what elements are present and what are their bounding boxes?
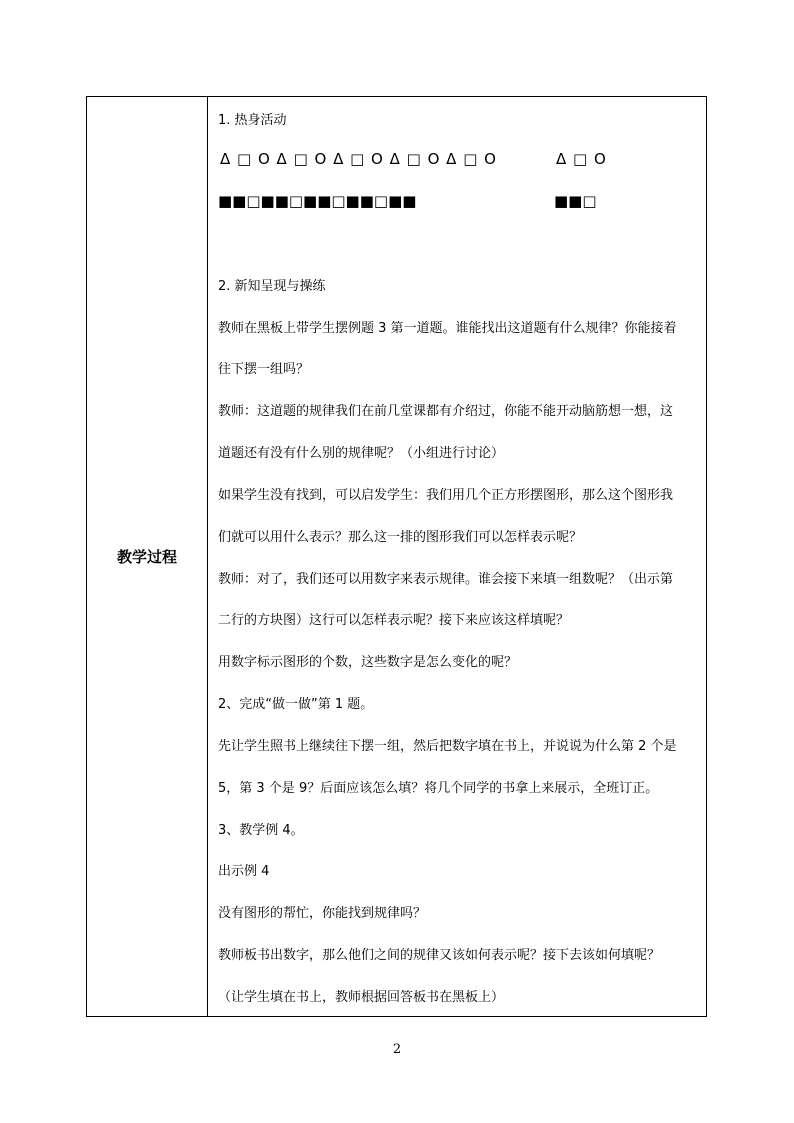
text-line: 如果学生没有找到，可以启发学生：我们用几个正方形摆图形，那么这个图形我: [218, 488, 674, 503]
text-line: 们就可以用什么表示？那么这一排的图形我们可以怎样表示呢？: [218, 530, 583, 545]
section-label: 教学过程: [116, 548, 177, 566]
text-line: 用数字标示图形的个数，这些数字是怎么变化的呢？: [218, 655, 518, 670]
content-cell: [208, 97, 706, 1016]
text-line: 出示例 4: [218, 864, 270, 879]
text-line: 先让学生照书上继续往下摆一组，然后把数字填在书上，并说说为什么第 2 个是: [218, 739, 677, 754]
text-line: 教师：对了，我们还可以用数字来表示规律。谁会接下来填一组数呢？（出示第: [218, 572, 674, 587]
text-line: （让学生填在书上，教师根据回答板书在黑板上）: [218, 990, 505, 1005]
text-line: 往下摆一组吗？: [218, 362, 310, 377]
text-line: 二行的方块图）这行可以怎样表示呢？接下来应该这样填呢？: [218, 613, 570, 628]
text-line: 教师在黑板上带学生摆例题 3 第一道题。谁能找出这道题有什么规律？你能接着: [218, 321, 677, 336]
shape-row-1-answer: Δ □ O: [556, 150, 607, 168]
text-line: 3、教学例 4。: [218, 823, 304, 838]
text-line: 没有图形的帮忙，你能找到规律吗？: [218, 906, 427, 921]
text-line: 2、完成“做一做”第 1 题。: [218, 697, 374, 712]
text-line: 教师板书出数字，那么他们之间的规律又该如何表示呢？接下去该如何填呢？: [218, 948, 661, 963]
section-label-cell: [87, 97, 208, 1016]
text-line: 教师：这道题的规律我们在前几堂课都有介绍过，你能不能开动脑筋想一想，这: [218, 404, 674, 419]
shape-row-2: ■■□■■□■■□■■□■■: [218, 192, 417, 210]
text-line: 2. 新知呈现与操练: [218, 279, 326, 294]
shape-row-2-answer: ■■□: [554, 192, 597, 210]
lesson-table: [86, 96, 707, 1017]
heading-warmup: 1. 热身活动: [218, 113, 287, 128]
text-line: 道题还有没有什么别的规律呢？（小组进行讨论）: [218, 446, 505, 461]
text-line: 5，第 3 个是 9？后面应该怎么填？将几个同学的书拿上来展示，全班订正。: [218, 781, 659, 796]
page-number: 2: [392, 1042, 402, 1057]
shape-row-1: Δ □ O Δ □ O Δ □ O Δ □ O Δ □ O: [220, 150, 497, 168]
